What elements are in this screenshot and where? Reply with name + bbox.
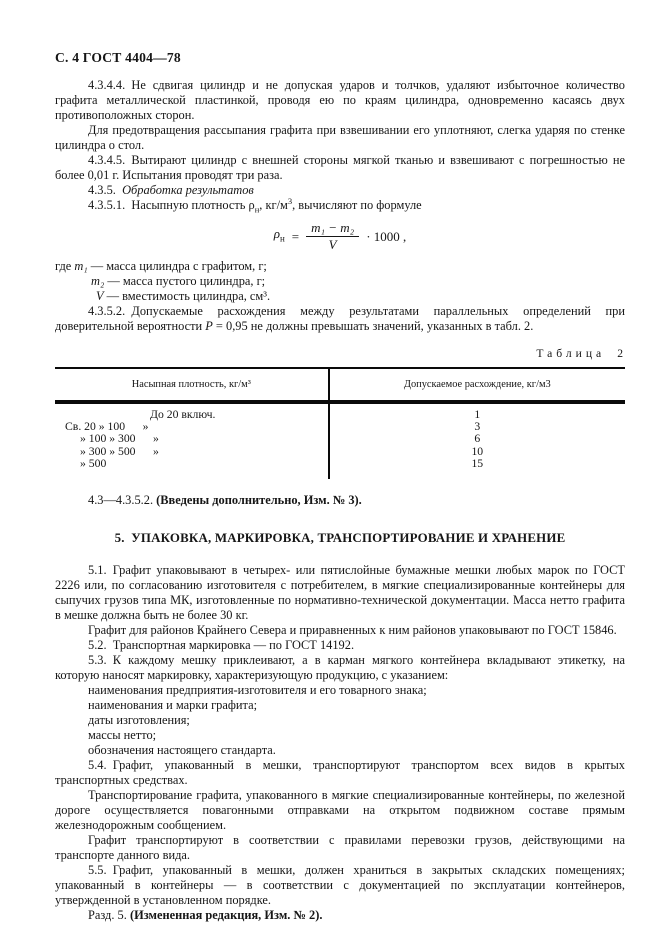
density-range-cell: » 100 » 300 » xyxy=(55,433,329,445)
paragraph-4-3-5-1: 4.3.5.1. Насыпную плотность $\rho_н$, $кг/м^3$, вычисляют по формуле xyxy=(88,195,422,215)
table-caption-number: 2 xyxy=(617,347,623,360)
label-list-item: обозначения настоящего стандарта. xyxy=(88,743,276,758)
paragraph-graphite-compacting: Для предотвращения рассыпания графита при взвешивании его уплотняют, слегка ударяя по стенке цилиндра о стол. xyxy=(55,123,625,152)
cubed-superscript: 3 xyxy=(287,195,293,206)
where-line-m2: m₂ — масса пустого цилиндра, г; xyxy=(91,274,266,288)
paragraph-5-1-north: Графит для районов Крайнего Севера и приравненных к ним районов упаковывают по ГОСТ 15846. xyxy=(88,623,617,638)
divergence-value-cell: 6 xyxy=(474,432,481,446)
paragraph-5-4-rules: Графит транспортируют в соответствии с правилами перевозки грузов, действующими на транспорте данного вида. xyxy=(55,833,625,863)
column-header-bulk-density: Насыпная плотность, кг/м³ xyxy=(55,368,329,402)
bulk-density-formula xyxy=(55,220,625,252)
divergence-value-cell: 10 xyxy=(471,444,484,458)
variable-v: V xyxy=(96,289,104,303)
paragraph-5-5: 5.5. Графит, упакованный в мешки, должен храниться в закрытых складских помещениях; упакованный в контейнеры — в соответствии с документацией по эксплуатации контейнеров, утвержденной в установленном порядке. xyxy=(55,863,625,908)
formula-lhs: $\rho_н$ xyxy=(273,225,285,244)
paragraph-4-3-4-4: 4.3.4.4. Не сдвигая цилиндр и не допуская ударов и толчков, удаляют избыточное количество графита металлической пластинкой, проводя ею по краям цилиндра, одновременно касаясь двух противоположных сторон. xyxy=(55,78,625,122)
table-row xyxy=(55,433,625,445)
amendment-bold-text: (Измененная редакция, Изм. № 2). xyxy=(129,908,323,923)
paragraph-4-3-4-5: 4.3.4.5. Вытирают цилиндр с внешней стороны мягкой тканью и взвешивают с погрешностью не более 0,01 г. Испытания проводят три раза. xyxy=(55,153,625,182)
formula-lhs-subscript: н xyxy=(279,233,285,244)
paragraph-5-4: 5.4. Графит, упакованный в мешки, транспортируют транспортом всех видов в крытых транспортных средствах. xyxy=(55,758,625,788)
formula-multiplier: · 1000 , xyxy=(366,228,407,244)
amendment-note-4-3: 4.3—4.3.5.2. (Введены дополнительно, Изм. № 3). xyxy=(88,493,362,508)
density-range-cell: Св. 20 » 100 » xyxy=(55,421,329,433)
density-range-cell: » 300 » 500 » xyxy=(55,446,329,458)
equals-sign: = xyxy=(291,228,300,244)
divergence-value-cell: 1 xyxy=(474,408,481,421)
amendment-bold-text: (Введены дополнительно, Изм. № 3). xyxy=(156,493,362,508)
column-header-allowed-divergence: Допускаемое расхождение, кг/м3 xyxy=(329,368,625,402)
table-header-row xyxy=(55,368,625,402)
label-list-item: наименования предприятия-изготовителя и его товарного знака; xyxy=(88,683,427,698)
where-line-v: V — вместимость цилиндра, см³. xyxy=(96,289,271,303)
rho-subscript: н xyxy=(254,204,260,215)
divergence-value-cell: 15 xyxy=(471,456,484,470)
variable-m1: m₁ xyxy=(74,259,88,273)
table-row xyxy=(55,458,625,479)
table-caption-word: Таблица xyxy=(536,347,606,360)
table-2 xyxy=(55,367,625,479)
label-list-item: даты изготовления; xyxy=(88,713,190,728)
table-row xyxy=(55,402,625,421)
heading-4-3-5 xyxy=(55,183,625,198)
paragraph-5-2: 5.2. Транспортная маркировка — по ГОСТ 14192. xyxy=(88,638,355,653)
variable-m2: m₂ xyxy=(91,274,105,288)
label-list-item: массы нетто; xyxy=(88,728,157,743)
where-line-m1: где m₁ — масса цилиндра с графитом, г; xyxy=(55,259,267,273)
page-header: С. 4 ГОСТ 4404—78 xyxy=(55,50,181,65)
section-5-title: 5. УПАКОВКА, МАРКИРОВКА, ТРАНСПОРТИРОВАНИЕ И ХРАНЕНИЕ xyxy=(114,531,566,546)
variable-p: Р xyxy=(205,319,213,333)
paragraph-5-4-rail: Транспортирование графита, упакованного в мягкие специализированные контейнеры, по железной дороге осуществляется повагонными отправками на открытом подвижном составе прямым железнодорожным сообщением. xyxy=(55,788,625,833)
density-range-cell: До 20 включ. xyxy=(55,402,329,421)
heading-title: Обработка результатов xyxy=(122,183,254,197)
label-list-item: наименования и марки графита; xyxy=(88,698,258,713)
table-row xyxy=(55,446,625,458)
fraction-numerator: m₁ − m₂ xyxy=(306,220,359,237)
paragraph-4-3-5-2: 4.3.5.2. Допускаемые расхождения между результатами параллельных определений при доверительной вероятности Р = 0,95 не должны превышать значений, указанных в табл. 2. xyxy=(55,304,625,333)
formula-fraction xyxy=(306,220,359,252)
heading-number: 4.3.5. xyxy=(88,183,116,197)
paragraph-5-3: 5.3. К каждому мешку приклеивают, а в карман мягкого контейнера вкладывают этикетку, на которую наносят маркировку, характеризующую продукцию, с указанием: xyxy=(55,653,625,683)
fraction-denominator: V xyxy=(328,237,337,252)
table-2-caption xyxy=(55,346,623,361)
divergence-value-cell: 3 xyxy=(474,420,481,434)
density-range-cell: » 500 xyxy=(55,458,329,479)
paragraph-5-1: 5.1. Графит упаковывают в четырех- или пятислойные бумажные мешки любых марок по ГОСТ 2226 или, по согласованию изготовителя с потребителем, в мягкие специализированные контейнеры для сыпучих грузов типа МК, изготовленные по нормативно-технической документации. Масса нетто графита в мешке должна быть не более 30 кг. xyxy=(55,563,625,623)
section-5-amendment-note: Разд. 5. (Измененная редакция, Изм. № 2). xyxy=(88,908,323,923)
